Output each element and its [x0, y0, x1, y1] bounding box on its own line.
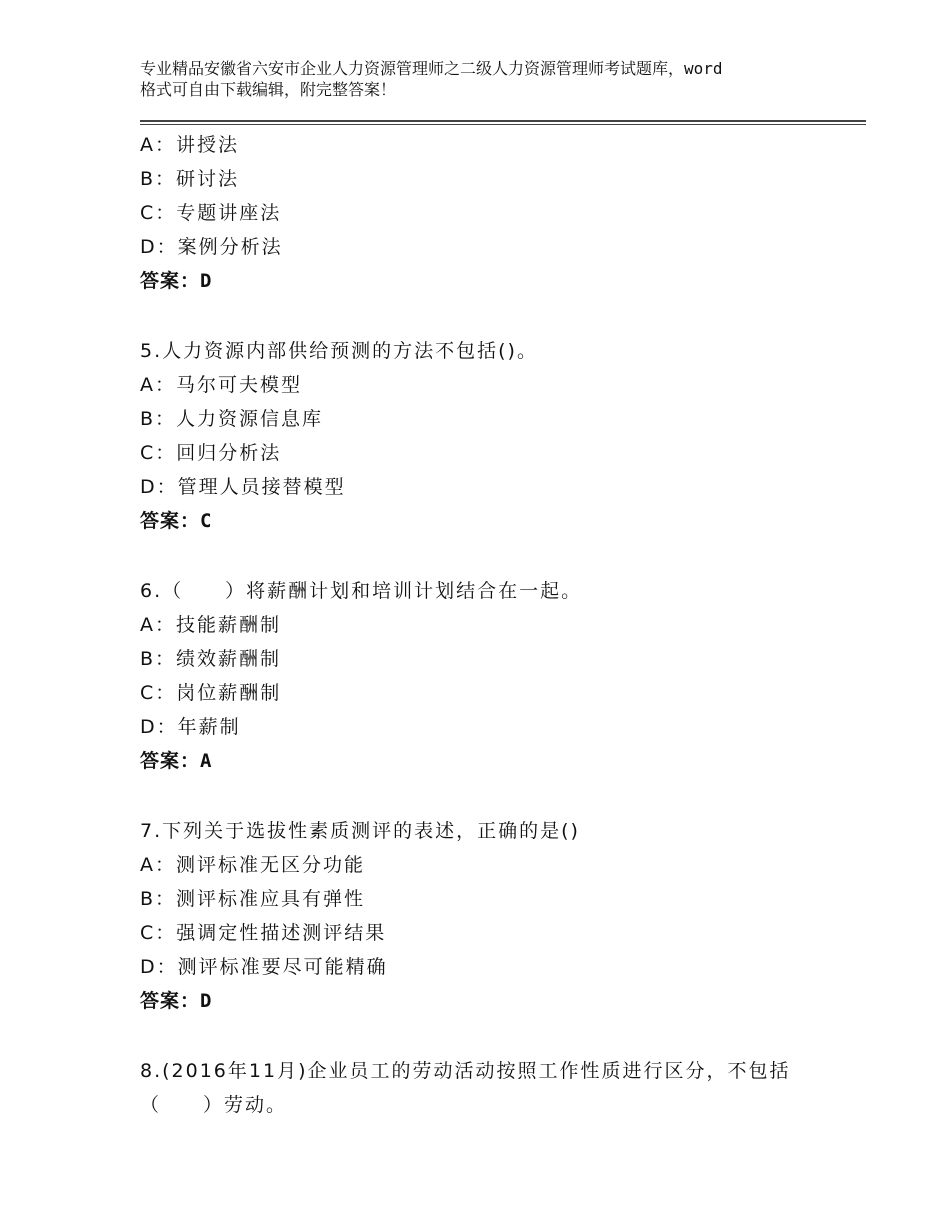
option-c: C：强调定性描述测评结果 [140, 922, 387, 944]
option-d: D：年薪制 [140, 716, 241, 738]
question-block [140, 1054, 866, 1122]
question-block [140, 574, 866, 778]
answer-line [140, 264, 866, 298]
answer-line [140, 504, 866, 538]
option-a: A：讲授法 [140, 134, 239, 156]
option-d: D：管理人员接替模型 [140, 476, 346, 498]
question-block [140, 128, 866, 298]
answer-label: 答案： [140, 750, 201, 772]
option-b: B：测评标准应具有弹性 [140, 888, 366, 910]
document-header [140, 58, 840, 100]
option-a: A：技能薪酬制 [140, 614, 281, 636]
option-b: B：绩效薪酬制 [140, 648, 282, 670]
answer-label: 答案： [140, 510, 201, 532]
option-a: A：测评标准无区分功能 [140, 854, 365, 876]
question-text: 7.下列关于选拔性素质测评的表述，正确的是() [140, 820, 580, 842]
answer-label: 答案： [140, 270, 201, 292]
header-divider [140, 120, 866, 125]
question-text: 6.（ ）将薪酬计划和培训计划结合在一起。 [140, 580, 583, 602]
option-a: A：马尔可夫模型 [140, 374, 302, 396]
option-d: D：测评标准要尽可能精确 [140, 956, 388, 978]
answer-value: C [200, 510, 213, 532]
option-d: D：案例分析法 [140, 236, 283, 258]
header-line-1: 专业精品安徽省六安市企业人力资源管理师之二级人力资源管理师考试题库，word [140, 59, 723, 78]
option-c: C：岗位薪酬制 [140, 682, 282, 704]
option-c: C：专题讲座法 [140, 202, 282, 224]
option-b: B：研讨法 [140, 168, 240, 190]
answer-line [140, 984, 866, 1018]
answer-value: A [200, 750, 213, 772]
question-block [140, 334, 866, 538]
answer-label: 答案： [140, 990, 201, 1012]
option-b: B：人力资源信息库 [140, 408, 324, 430]
answer-line [140, 744, 866, 778]
question-text-continued: （ ）劳动。 [140, 1094, 288, 1116]
question-text: 5.人力资源内部供给预测的方法不包括()。 [140, 340, 538, 362]
answer-value: D [200, 270, 213, 292]
answer-value: D [200, 990, 213, 1012]
header-line-2: 格式可自由下载编辑，附完整答案！ [140, 80, 397, 99]
question-text: 8.(2016年11月)企业员工的劳动活动按照工作性质进行区分，不包括 [140, 1060, 791, 1082]
question-block [140, 814, 866, 1018]
option-c: C：回归分析法 [140, 442, 282, 464]
question-content [140, 128, 866, 1122]
